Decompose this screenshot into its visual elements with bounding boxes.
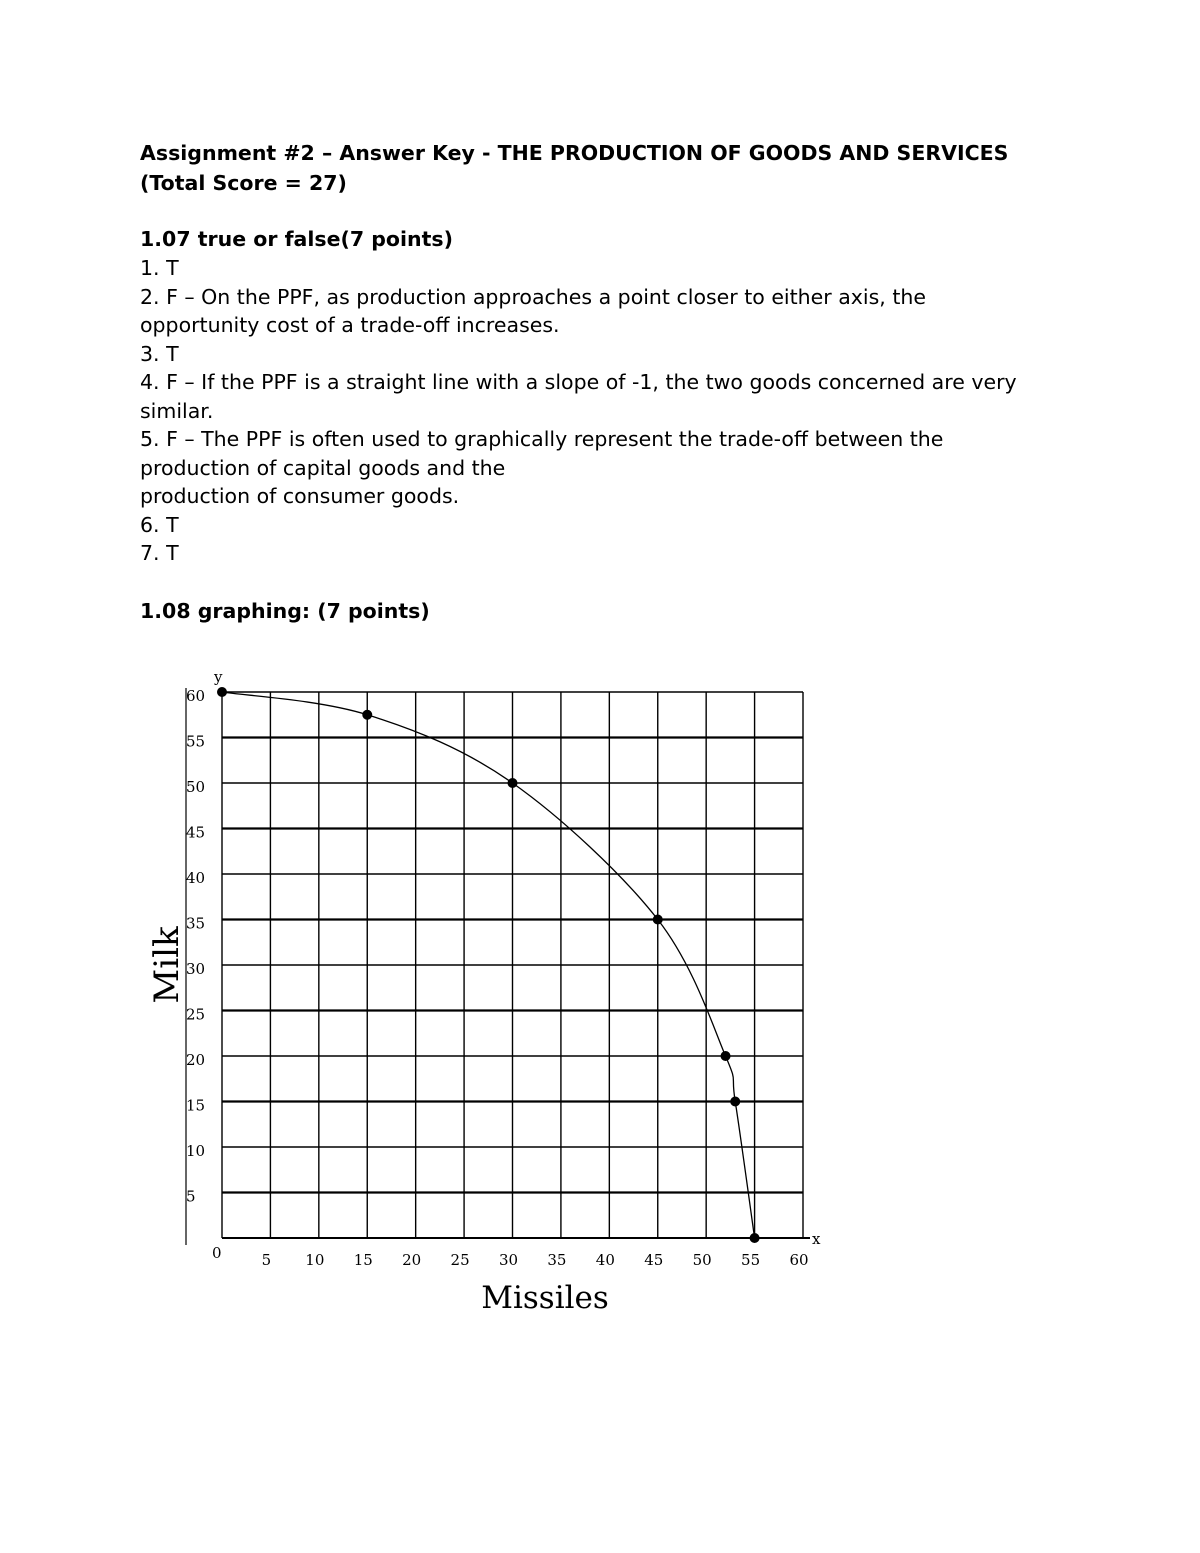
document-title-line-1: Assignment #2 – Answer Key - THE PRODUCTION OF GOODS AND SERVICES <box>140 141 1009 165</box>
data-point <box>721 1051 731 1061</box>
y-tick-label: 55 <box>186 732 206 751</box>
answer-line: opportunity cost of a trade-off increases. <box>140 313 560 337</box>
x-axis-letter: x <box>812 1230 821 1248</box>
x-tick-label: 20 <box>402 1251 422 1269</box>
y-tick-label: 5 <box>186 1187 196 1206</box>
section-heading-true-false: 1.07 true or false(7 points) <box>140 227 453 251</box>
y-tick-label: 20 <box>186 1051 206 1069</box>
answer-item <box>140 283 1100 340</box>
data-point <box>217 687 227 697</box>
x-tick-label: 25 <box>450 1251 470 1269</box>
x-tick-label: 30 <box>498 1251 519 1269</box>
data-point <box>750 1233 760 1243</box>
x-tick-label: 45 <box>644 1251 664 1269</box>
x-tick-label: 55 <box>741 1251 761 1269</box>
y-tick-label: 35 <box>186 914 206 933</box>
x-tick-label: 60 <box>789 1251 809 1269</box>
answer-item <box>140 340 1100 369</box>
answer-line: 1. T <box>140 256 179 280</box>
x-axis-title: Missiles <box>481 1280 609 1316</box>
answer-line: 2. F – On the PPF, as production approaches a point closer to either axis, the <box>140 284 926 309</box>
x-tick-label: 10 <box>305 1251 325 1269</box>
answer-item <box>140 254 1100 283</box>
answer-item <box>140 368 1100 425</box>
answer-line: similar. <box>140 398 214 423</box>
y-tick-label: 10 <box>186 1142 206 1160</box>
answer-item <box>140 425 1100 511</box>
y-tick-label: 15 <box>186 1096 206 1115</box>
y-axis-title: Milk <box>147 926 187 1004</box>
ppf-chart <box>140 660 840 1320</box>
answer-item <box>140 511 1100 540</box>
y-tick-label: 30 <box>186 960 206 978</box>
data-point <box>730 1097 740 1107</box>
answer-list <box>140 254 1100 568</box>
x-tick-label: 15 <box>353 1251 373 1269</box>
data-point <box>508 778 518 788</box>
answer-line: 7. T <box>140 541 179 565</box>
answer-line: 4. F – If the PPF is a straight line with a slope of -1, the two goods concerned are very <box>140 370 1017 394</box>
x-tick-label: 50 <box>692 1251 712 1269</box>
document <box>140 138 1100 626</box>
answer-line: 3. T <box>140 341 179 366</box>
section-heading-graphing: 1.08 graphing: (7 points) <box>140 598 430 623</box>
answer-line: 5. F – The PPF is often used to graphically represent the trade-off between the <box>140 427 944 451</box>
origin-label: 0 <box>212 1244 222 1262</box>
answer-line: production of capital goods and the <box>140 455 506 480</box>
document-title-line-2: (Total Score = 27) <box>140 171 347 195</box>
data-point <box>362 710 372 720</box>
y-tick-label: 50 <box>186 778 206 796</box>
y-tick-label: 45 <box>186 823 206 842</box>
x-tick-label: 40 <box>595 1251 615 1269</box>
y-tick-label: 60 <box>186 687 206 705</box>
answer-line: production of consumer goods. <box>140 484 460 508</box>
data-point <box>653 915 663 925</box>
answer-line: 6. T <box>140 512 179 537</box>
x-tick-label: 35 <box>547 1251 567 1269</box>
x-tick-label: 5 <box>261 1251 272 1269</box>
y-tick-label: 40 <box>186 869 206 887</box>
y-axis-letter: y <box>214 668 223 686</box>
answer-item <box>140 539 1100 568</box>
y-tick-label: 25 <box>186 1005 206 1024</box>
